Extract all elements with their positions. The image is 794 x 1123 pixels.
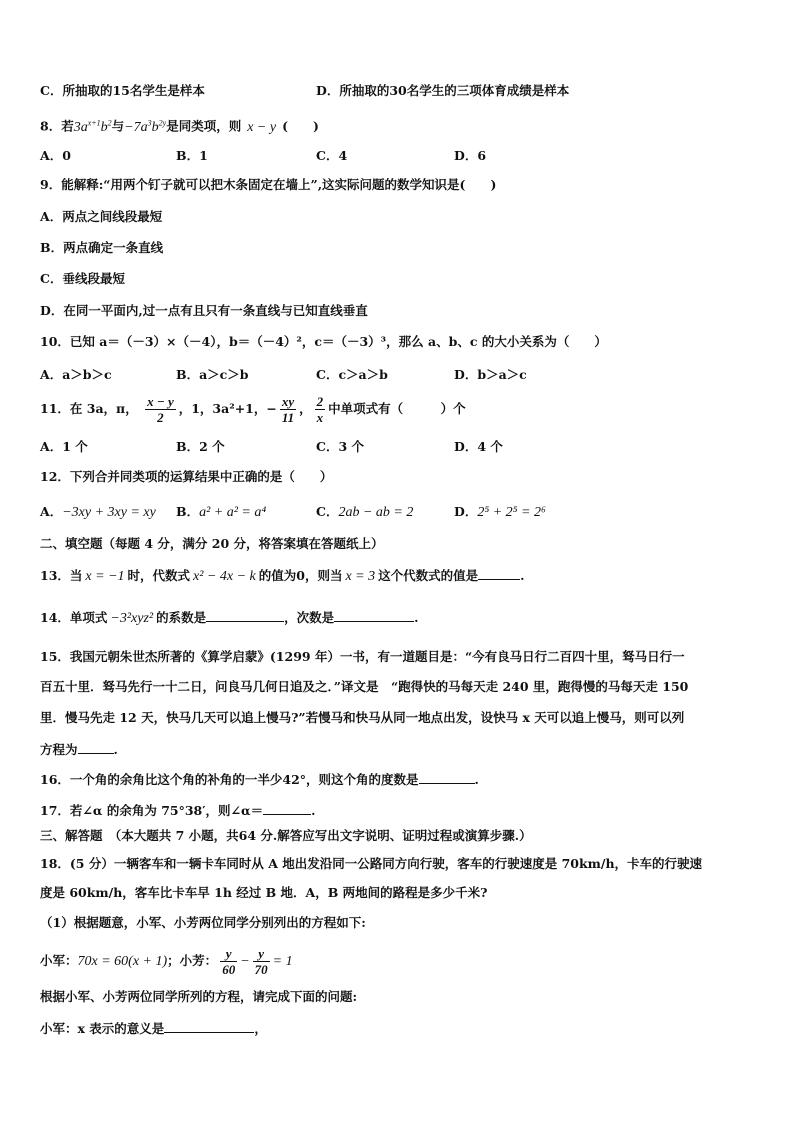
question-10-stem: 10．已知 a＝（－3）×（－4），b＝（－4）²，c＝（－3）³，那么 a、b、c 的大小关系为（ ） xyxy=(40,334,607,349)
q18-xf-minus: − xyxy=(240,954,250,969)
q13-p5: . xyxy=(520,568,525,583)
q10-option-a: A．a＞b＞c xyxy=(40,367,112,382)
q8-suffix2: ( ) xyxy=(282,118,319,134)
q18-xiaojun-equation: 70x = 60(x + 1) xyxy=(77,954,168,969)
q9-option-b: B．两点确定一条直线 xyxy=(40,240,164,255)
q18-xf-f1-den: 60 xyxy=(222,962,236,977)
q12-a-expr: −3xy + 3xy = xy xyxy=(62,505,156,520)
q18-xf-f2-den: 70 xyxy=(254,962,268,977)
question-14 xyxy=(40,608,419,628)
q15-answer-blank[interactable] xyxy=(78,740,114,754)
q13-e2: x² − 4x − k xyxy=(193,569,256,584)
q12-d-expr: 2⁵ + 2⁵ = 2⁶ xyxy=(477,505,546,520)
q15-line-4 xyxy=(40,740,118,759)
q14-p1: 14．单项式 xyxy=(40,610,108,625)
q8-option-a: A．0 xyxy=(40,148,71,163)
q15-line-2: 百五十里．驽马先行一十二日，问良马几何日追及之．”译文是 “跑得快的马每天走 240 里，跑得慢的马每天走 150 xyxy=(40,679,689,694)
question-8 xyxy=(40,114,319,137)
q11-option-a: A．1 个 xyxy=(40,439,88,454)
q18-subquestion-1: （1）根据题意，小军、小芳两位同学分别列出的方程如下: xyxy=(40,915,366,930)
q12-b-expr: a² + a² = a⁴ xyxy=(199,505,267,520)
q15-line4a: 方程为 xyxy=(40,742,78,757)
q17-p2: . xyxy=(311,803,316,818)
q12-a-label: A． xyxy=(40,504,63,519)
q11-option-d: D．4 个 xyxy=(454,439,503,454)
q16-answer-blank[interactable] xyxy=(419,770,475,784)
q9-option-a: A．两点之间线段最短 xyxy=(40,209,163,224)
q13-e1: x = −1 xyxy=(85,569,125,584)
q12-option-c xyxy=(316,502,413,521)
q14-p4: . xyxy=(414,610,419,625)
q11-prefix: 11．在 3a，π， xyxy=(40,401,138,416)
q13-answer-blank[interactable] xyxy=(478,566,520,580)
q18-xf-f2-num: y xyxy=(253,946,270,962)
q12-option-b xyxy=(176,502,266,521)
q12-c-expr: 2ab − ab = 2 xyxy=(338,505,414,520)
q11-f3-num: 2 xyxy=(316,394,324,409)
question-9-stem: 9．能解释:“用两个钉子就可以把木条固定在墙上”,这实际问题的数学知识是( ) xyxy=(40,177,497,192)
q13-p1: 13．当 xyxy=(40,568,83,583)
q12-option-a xyxy=(40,502,156,521)
q12-c-label: C． xyxy=(316,504,339,519)
q18-last-line xyxy=(40,1019,267,1038)
q12-d-label: D． xyxy=(454,504,478,519)
q17-p1: 17．若∠α 的余角为 75°38′，则∠α＝ xyxy=(40,803,264,818)
q9-option-d: D．在同一平面内,过一点有且只有一条直线与已知直线垂直 xyxy=(40,303,368,318)
q18-equations xyxy=(40,944,293,979)
q18-xiaofang-label: ；小芳： xyxy=(167,953,218,968)
section-3-heading: 三、解答题 （本大题共 7 小题，共64 分.解答应写出文字说明、证明过程或演算步骤.） xyxy=(40,828,532,843)
q9-option-c: C．垂线段最短 xyxy=(40,271,125,286)
q11-f2-num: xy xyxy=(280,394,296,410)
q16-p2: . xyxy=(474,772,479,787)
q7-option-d: D．所抽取的30名学生的三项体育成绩是样本 xyxy=(316,83,570,98)
q14-degree-blank[interactable] xyxy=(334,608,414,622)
question-12-stem: 12．下列合并同类项的运算结果中正确的是（ ） xyxy=(40,469,333,484)
q11-fraction-1 xyxy=(145,394,176,425)
q15-line4b: . xyxy=(113,742,118,757)
q11-fraction-2 xyxy=(280,394,296,425)
q8-prefix: 8．若 xyxy=(40,118,74,134)
q13-p2: 时，代数式 xyxy=(127,568,191,583)
q11-f1-num: x − y xyxy=(147,394,174,409)
q8-option-b: B．1 xyxy=(176,148,208,163)
q11-f3-den: x xyxy=(316,410,324,425)
question-13 xyxy=(40,566,525,586)
q10-option-c: C．c＞a＞b xyxy=(316,367,388,382)
q18-meaning-blank[interactable] xyxy=(164,1019,254,1033)
q11-f2-den: 11 xyxy=(281,410,295,425)
q8-option-c: C．4 xyxy=(316,148,348,163)
q18-xf-fraction-2 xyxy=(253,946,270,977)
q16-p1: 16．一个角的余角比这个角的补角的一半少42°，则这个角的度数是 xyxy=(40,772,419,787)
q8-expr: x − y xyxy=(247,119,277,135)
q11-fraction-3 xyxy=(315,394,326,425)
q18-last-b: ， xyxy=(254,1021,267,1036)
q8-term1: $3a^{x+1}b^2$ xyxy=(73,118,112,135)
question-16 xyxy=(40,770,479,789)
q14-p2: 的系数是 xyxy=(156,610,207,625)
q18-xiaojun-label: 小军： xyxy=(40,953,78,968)
q11-option-b: B．2 个 xyxy=(176,439,225,454)
q18-ask: 根据小军、小芳两位同学所列的方程，请完成下面的问题: xyxy=(40,989,358,1004)
q11-suffix: 中单项式有（ ）个 xyxy=(328,401,466,416)
q17-answer-blank[interactable] xyxy=(263,801,311,815)
q18-line-1: 18．(5 分）一辆客车和一辆卡车同时从 A 地出发沿同一公路同方向行驶，客车的行驶速度是 70km/h，卡车的行驶速 xyxy=(40,856,703,871)
q7-option-c: C．所抽取的15名学生是样本 xyxy=(40,83,205,98)
q18-last-a: 小军：x 表示的意义是 xyxy=(40,1021,165,1036)
q15-line-1: 15．我国元朝朱世杰所著的《算学启蒙》(1299 年）一书，有一道题目是：“今有良马日行二百四十里，驽马日行一 xyxy=(40,649,685,664)
q12-option-d xyxy=(454,502,546,521)
q18-line-2: 度是 60km/h，客车比卡车早 1h 经过 B 地．A，B 两地间的路程是多少千米? xyxy=(40,885,488,900)
q14-e1: −3²xyz² xyxy=(110,611,154,626)
q18-xf-eq-tail: = 1 xyxy=(272,954,293,969)
q14-p3: ，次数是 xyxy=(284,610,335,625)
q11-mid2: ， xyxy=(299,401,312,416)
q11-mid1: ，1，3a²+1，− xyxy=(178,401,277,416)
q18-xf-f1-num: y xyxy=(220,946,237,962)
section-2-heading: 二、填空题（每题 4 分，满分 20 分，将答案填在答题纸上） xyxy=(40,536,384,551)
q8-suffix1: 是同类项，则 xyxy=(166,118,242,134)
q13-p4: 这个代数式的值是 xyxy=(378,568,479,583)
q13-p3: 的值为0，则当 xyxy=(258,568,343,583)
q8-option-d: D．6 xyxy=(454,148,487,163)
q10-option-b: B．a＞c＞b xyxy=(176,367,249,382)
q11-option-c: C．3 个 xyxy=(316,439,364,454)
q15-line-3: 里．慢马先走 12 天，快马几天可以追上慢马?”若慢马和快马从同一地点出发，设快马 x 天可以追上慢马，则可以列 xyxy=(40,710,685,725)
q18-xf-fraction-1 xyxy=(220,946,237,977)
q8-term2: $-7a^3b^{2y}$ xyxy=(124,118,167,135)
q12-b-label: B． xyxy=(176,504,200,519)
question-17 xyxy=(40,801,315,820)
q10-option-d: D．b＞a＞c xyxy=(454,367,527,382)
q11-f1-den: 2 xyxy=(157,410,164,425)
q14-coefficient-blank[interactable] xyxy=(206,608,284,622)
q8-mid: 与 xyxy=(111,118,125,134)
q13-e3: x = 3 xyxy=(345,569,376,584)
question-11 xyxy=(40,392,466,426)
